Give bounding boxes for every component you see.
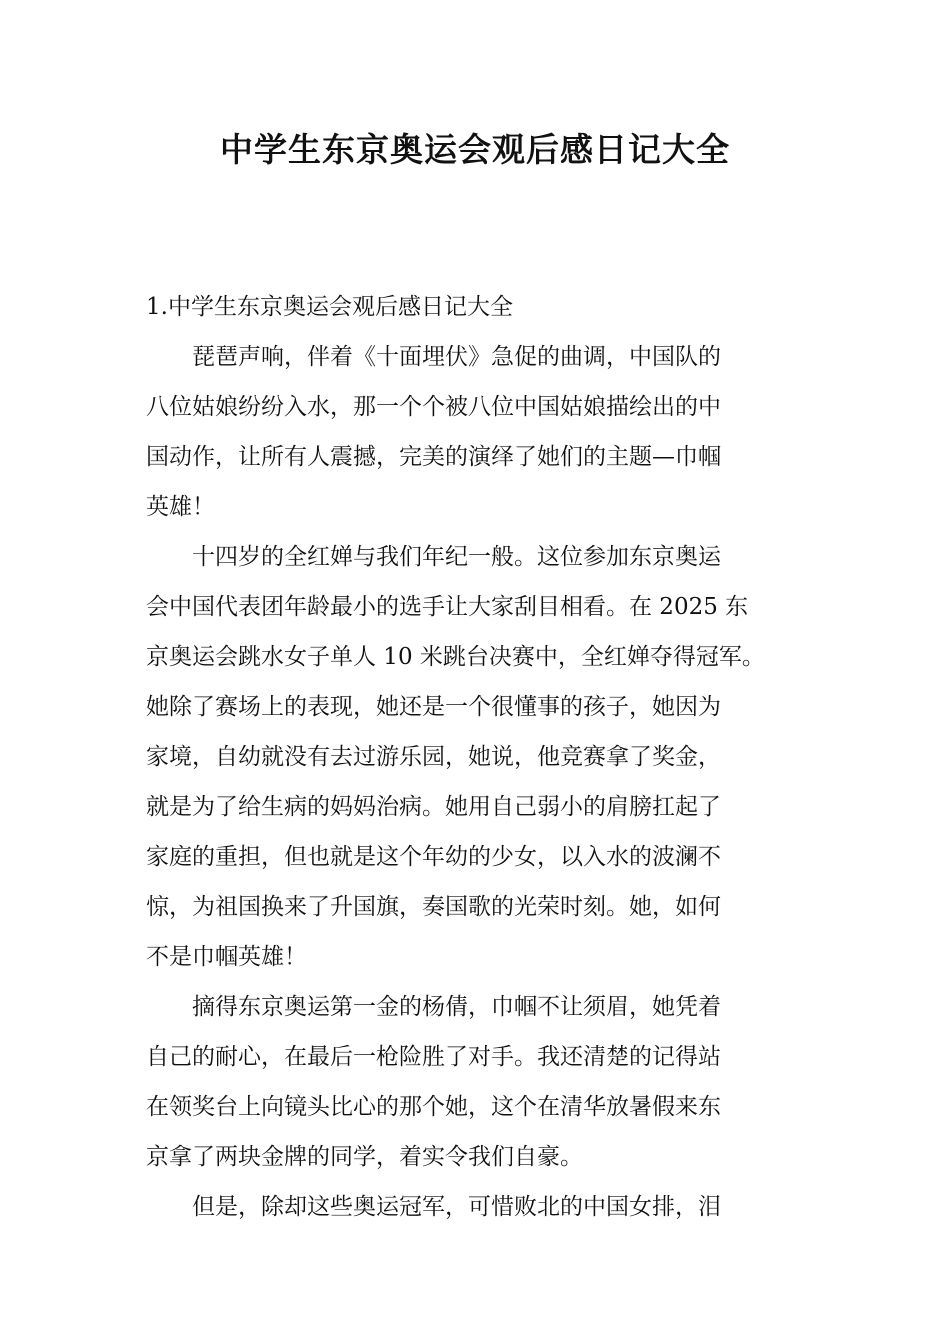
section-heading: 1.中学生东京奥运会观后感日记大全	[146, 294, 513, 320]
text-line: 八位姑娘纷纷入水，那一个个被八位中国姑娘描绘出的中	[146, 394, 721, 420]
text-line: 家庭的重担，但也就是这个年幼的少女，以入水的波澜不	[146, 844, 721, 870]
text-line: 琵琶声响，伴着《十面埋伏》急促的曲调，中国队的	[192, 344, 721, 370]
text-line: 十四岁的全红婵与我们年纪一般。这位参加东京奥运	[192, 544, 721, 570]
paragraph-3	[146, 982, 836, 1182]
paragraph-4	[146, 1182, 836, 1232]
text-line: 惊，为祖国换来了升国旗，奏国歌的光荣时刻。她，如何	[146, 894, 721, 920]
text-line: 英雄！	[146, 494, 215, 520]
text-line: 国动作，让所有人震撼，完美的演绎了她们的主题—巾帼	[146, 444, 721, 470]
paragraph-1	[146, 332, 836, 532]
text-line: 摘得东京奥运第一金的杨倩，巾帼不让须眉，她凭着	[192, 994, 721, 1020]
text-line: 会中国代表团年龄最小的选手让大家刮目相看。在 2025 东	[146, 594, 749, 620]
text-line: 京奥运会跳水女子单人 10 米跳台决赛中，全红婵夺得冠军。	[146, 644, 765, 670]
text-line: 家境，自幼就没有去过游乐园，她说，他竞赛拿了奖金，	[146, 744, 721, 770]
text-line: 在领奖台上向镜头比心的那个她，这个在清华放暑假来东	[146, 1094, 721, 1120]
text-line: 京拿了两块金牌的同学，着实令我们自豪。	[146, 1144, 583, 1170]
text-line: 但是，除却这些奥运冠军，可惜败北的中国女排，泪	[192, 1194, 721, 1220]
text-line: 自己的耐心，在最后一枪险胜了对手。我还清楚的记得站	[146, 1044, 721, 1070]
text-line: 她除了赛场上的表现，她还是一个很懂事的孩子，她因为	[146, 694, 721, 720]
text-line: 就是为了给生病的妈妈治病。她用自己弱小的肩膀扛起了	[146, 794, 721, 820]
paragraph-2	[146, 532, 836, 982]
text-line: 不是巾帼英雄！	[146, 944, 307, 970]
document-title: 中学生东京奥运会观后感日记大全	[220, 130, 730, 169]
document-body	[146, 282, 836, 1232]
